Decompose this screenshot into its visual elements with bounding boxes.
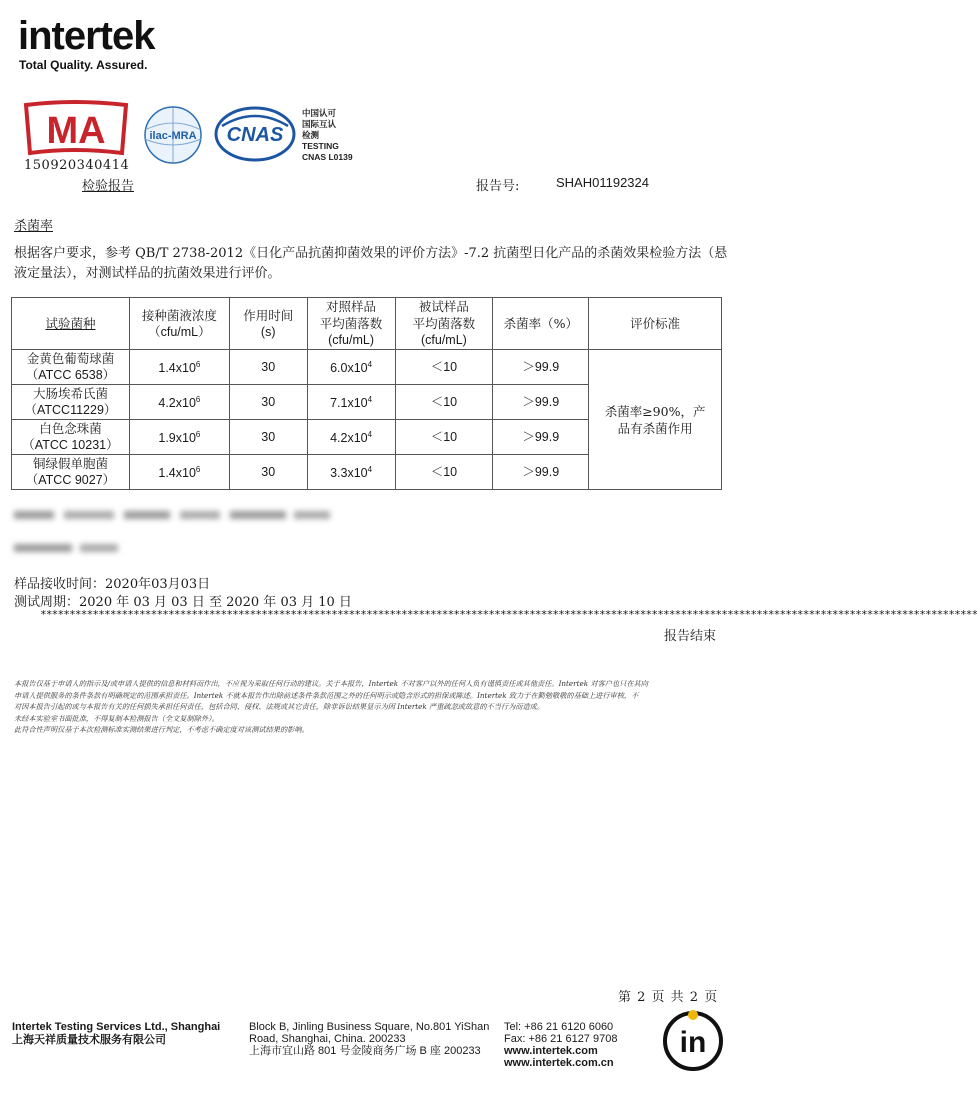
disclaimer-line: 此符合性声明仅基于本次检测标准实测结果进行判定，不考虑不确定度对该测试结果的影响。 bbox=[14, 725, 309, 734]
time-cell: 30 bbox=[229, 350, 307, 385]
cma-number: 150920340414 bbox=[24, 158, 130, 173]
report-number: SHAH01192324 bbox=[556, 175, 649, 190]
cnas-logo-icon bbox=[214, 106, 296, 162]
ilac-label: ilac-MRA bbox=[149, 130, 197, 142]
disclaimer-line: 未经本实验室书面批准，不得复制本检测报告（全文复制除外）。 bbox=[14, 713, 219, 723]
cma-label: MA bbox=[46, 110, 106, 152]
company-name-cn: 上海天祥质量技术服务有限公司 bbox=[12, 1034, 166, 1046]
strain-cell: 铜绿假单胞菌 （ATCC 9027） bbox=[12, 455, 130, 490]
report-number-label: 报告号: bbox=[476, 179, 520, 194]
strain-cell: 大肠埃希氏菌 （ATCC11229） bbox=[12, 385, 130, 420]
header-time: 作用时间 (s) bbox=[229, 298, 307, 350]
kill-rate-cell: ＞99.9 bbox=[493, 420, 589, 455]
logo-text: in bbox=[679, 1026, 707, 1059]
website-link[interactable]: www.intertek.com bbox=[504, 1045, 598, 1057]
intertek-logo: intertek bbox=[18, 14, 155, 58]
kill-rate-cell: ＞99.9 bbox=[493, 455, 589, 490]
fax: Fax: +86 21 6127 9708 bbox=[504, 1033, 618, 1045]
sample-cell: ＜10 bbox=[395, 420, 493, 455]
redacted-line-1 bbox=[14, 508, 334, 522]
header-criteria: 评价标准 bbox=[589, 298, 722, 350]
tel: Tel: +86 21 6120 6060 bbox=[504, 1021, 614, 1033]
kill-rate-cell: ＞99.9 bbox=[493, 350, 589, 385]
header-strain: 试验菌种 bbox=[12, 298, 130, 350]
sample-cell: ＜10 bbox=[395, 455, 493, 490]
cnas-text-line: 中国认可 bbox=[302, 108, 337, 118]
criteria-cell: 杀菌率≥90%，产 品有杀菌作用 bbox=[589, 350, 722, 490]
address-line: Road, Shanghai, China. 200233 bbox=[249, 1033, 406, 1045]
control-cell: $4.2x10^4$ bbox=[307, 420, 395, 455]
sample-received-date: 样品接收时间：2020年03月03日 bbox=[14, 577, 211, 592]
brand-tagline: Total Quality. Assured. bbox=[19, 58, 148, 72]
disclaimer-line: 本报告仅基于申请人的指示及/或申请人提供的信息和材料而作出，不应视为采取任何行动的建议。关于本报告，Intertek 不对客户以外的任何人负有谨慎责任或其他责任。Intertek 对客户也只在其向 bbox=[14, 679, 648, 688]
footer-contact bbox=[504, 1021, 617, 1069]
address-line: 上海市宜山路 801 号金陵商务广场 B 座 200233 bbox=[249, 1045, 481, 1057]
concentration-cell: $1.4x10^6$ bbox=[129, 455, 229, 490]
time-cell: 30 bbox=[229, 455, 307, 490]
ilac-mra-icon bbox=[138, 105, 208, 165]
page-number: 第 2 页 共 2 页 bbox=[618, 990, 719, 1005]
control-cell: $3.3x10^4$ bbox=[307, 455, 395, 490]
header-sample: 被试样品 平均菌落数 (cfu/mL) bbox=[395, 298, 493, 350]
cnas-text-line: 检测 bbox=[302, 130, 320, 140]
table-row bbox=[12, 350, 722, 385]
control-cell: $6.0x10^4$ bbox=[307, 350, 395, 385]
report-title: 检验报告 bbox=[82, 179, 135, 194]
cma-mark-icon bbox=[24, 101, 128, 157]
strain-cell: 白色念珠菌 （ATCC 10231） bbox=[12, 420, 130, 455]
sample-cell: ＜10 bbox=[395, 385, 493, 420]
table-header-row bbox=[12, 298, 722, 350]
footer-address bbox=[249, 1021, 499, 1057]
results-table bbox=[11, 297, 722, 490]
disclaimer-line: 对因本报告引起的或与本报告有关的任何损失承担任何责任，包括合同、侵权、法规或其它责任，除非诉讼结果显示为因 Intertek 严重疏忽或故意的不当行为而造成。 bbox=[14, 702, 545, 711]
cnas-text-line: 国际互认 bbox=[302, 119, 337, 129]
cnas-text-line: TESTING bbox=[302, 141, 339, 151]
report-end-label: 报告结束 bbox=[664, 629, 717, 644]
cnas-accreditation-text bbox=[302, 108, 353, 163]
divider-stars: ***************************************************************************************************************************************************************** bbox=[40, 608, 977, 621]
intertek-circle-logo-icon bbox=[662, 1010, 724, 1072]
section-intro: 根据客户要求，参考 QB/T 2738-2012《日化产品抗菌抑菌效果的评价方法》-7.2 抗菌型日化产品的杀菌效果检验方法（悬液定量法），对测试样品的抗菌效果进行评价。 bbox=[14, 246, 728, 281]
concentration-cell: $4.2x10^6$ bbox=[129, 385, 229, 420]
control-cell: $7.1x10^4$ bbox=[307, 385, 395, 420]
header-kill-rate: 杀菌率（%） bbox=[493, 298, 589, 350]
concentration-cell: $1.4x10^6$ bbox=[129, 350, 229, 385]
cnas-text-line: CNAS L0139 bbox=[302, 152, 353, 162]
disclaimer-line: 申请人提供服务的条件条款有明确规定的范围承担责任。Intertek 不就本报告作出除前述条件条款范围之外的任何明示或隐含形式的担保或陈述。Intertek 致力于在勤勉敬敬的基础上进行审核，不 bbox=[14, 690, 639, 700]
time-cell: 30 bbox=[229, 420, 307, 455]
strain-cell: 金黄色葡萄球菌 （ATCC 6538） bbox=[12, 350, 130, 385]
section-title: 杀菌率 bbox=[14, 219, 54, 234]
disclaimer bbox=[14, 678, 726, 736]
website-link-cn[interactable]: www.intertek.com.cn bbox=[504, 1057, 614, 1069]
sample-cell: ＜10 bbox=[395, 350, 493, 385]
redacted-line-2 bbox=[14, 541, 124, 555]
header-concentration: 接种菌液浓度 （cfu/mL） bbox=[129, 298, 229, 350]
cnas-label: CNAS bbox=[226, 124, 284, 146]
time-cell: 30 bbox=[229, 385, 307, 420]
concentration-cell: $1.9x10^6$ bbox=[129, 420, 229, 455]
test-period: 测试周期：2020 年 03 月 03 日 至 2020 年 03 月 10 日 bbox=[14, 595, 352, 610]
footer-company bbox=[12, 1021, 220, 1047]
address-line: Block B, Jinling Business Square, No.801 YiShan bbox=[249, 1021, 490, 1033]
company-name-en: Intertek Testing Services Ltd., Shanghai bbox=[12, 1021, 221, 1033]
kill-rate-cell: ＞99.9 bbox=[493, 385, 589, 420]
header-control: 对照样品 平均菌落数 (cfu/mL) bbox=[307, 298, 395, 350]
